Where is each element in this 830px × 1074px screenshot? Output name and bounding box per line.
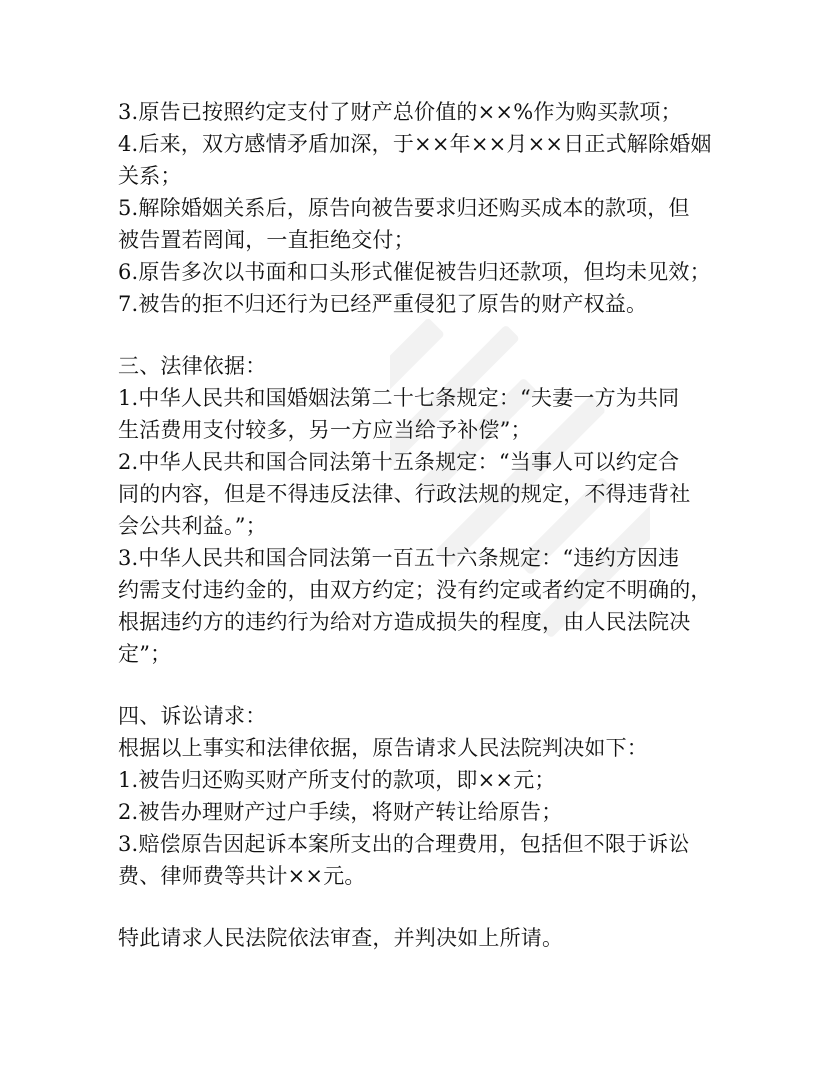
section-heading: 三、法律依据： <box>118 354 267 378</box>
text-line: 1.被告归还购买财产所支付的款项，即××元； <box>118 768 556 792</box>
text-line: 1.中华人民共和国婚姻法第二十七条规定：“夫妻一方为共同 <box>118 386 680 410</box>
text-line: 6.原告多次以书面和口头形式催促被告归还款项，但均未见效； <box>118 260 711 284</box>
text-line: 4.后来，双方感情矛盾加深，于××年××月××日正式解除婚姻 <box>118 132 712 156</box>
text-line: 2.被告办理财产过户手续，将财产转让给原告； <box>118 800 563 824</box>
text-line: 定”； <box>118 642 172 666</box>
text-line: 关系； <box>118 164 182 188</box>
text-line: 3.赔偿原告因起诉本案所支出的合理费用，包括但不限于诉讼 <box>118 832 690 856</box>
text-line: 3.中华人民共和国合同法第一百五十六条规定：“违约方因违 <box>118 546 680 570</box>
text-line: 3.原告已按照约定支付了财产总价值的××%作为购买款项； <box>118 100 682 124</box>
text-line: 约需支付违约金的，由双方约定；没有约定或者约定不明确的， <box>118 578 712 602</box>
text-line: 费、律师费等共计××元。 <box>118 864 366 888</box>
closing-line: 特此请求人民法院依法审查，并判决如上所请。 <box>118 926 564 950</box>
text-line: 7.被告的拒不归还行为已经严重侵犯了原告的财产权益。 <box>118 292 648 316</box>
text-line: 被告置若罔闻，一直拒绝交付； <box>118 228 415 252</box>
text-line: 同的内容，但是不得违反法律、行政法规的规定，不得违背社 <box>118 482 691 506</box>
text-line: 5.解除婚姻关系后，原告向被告要求归还购买成本的款项，但 <box>118 196 690 220</box>
paragraph-gap <box>118 320 728 350</box>
document-body <box>118 96 728 954</box>
text-line: 生活费用支付较多，另一方应当给予补偿”； <box>118 418 532 442</box>
text-line: 根据以上事实和法律依据，原告请求人民法院判决如下： <box>118 736 648 760</box>
text-line: 2.中华人民共和国合同法第十五条规定：“当事人可以约定合 <box>118 450 680 474</box>
paragraph-gap <box>118 892 728 922</box>
paragraph-gap <box>118 670 728 700</box>
text-line: 根据违约方的违约行为给对方造成损失的程度，由人民法院决 <box>118 610 691 634</box>
text-line: 会公共利益。”； <box>118 514 267 538</box>
section-heading: 四、诉讼请求： <box>118 704 267 728</box>
